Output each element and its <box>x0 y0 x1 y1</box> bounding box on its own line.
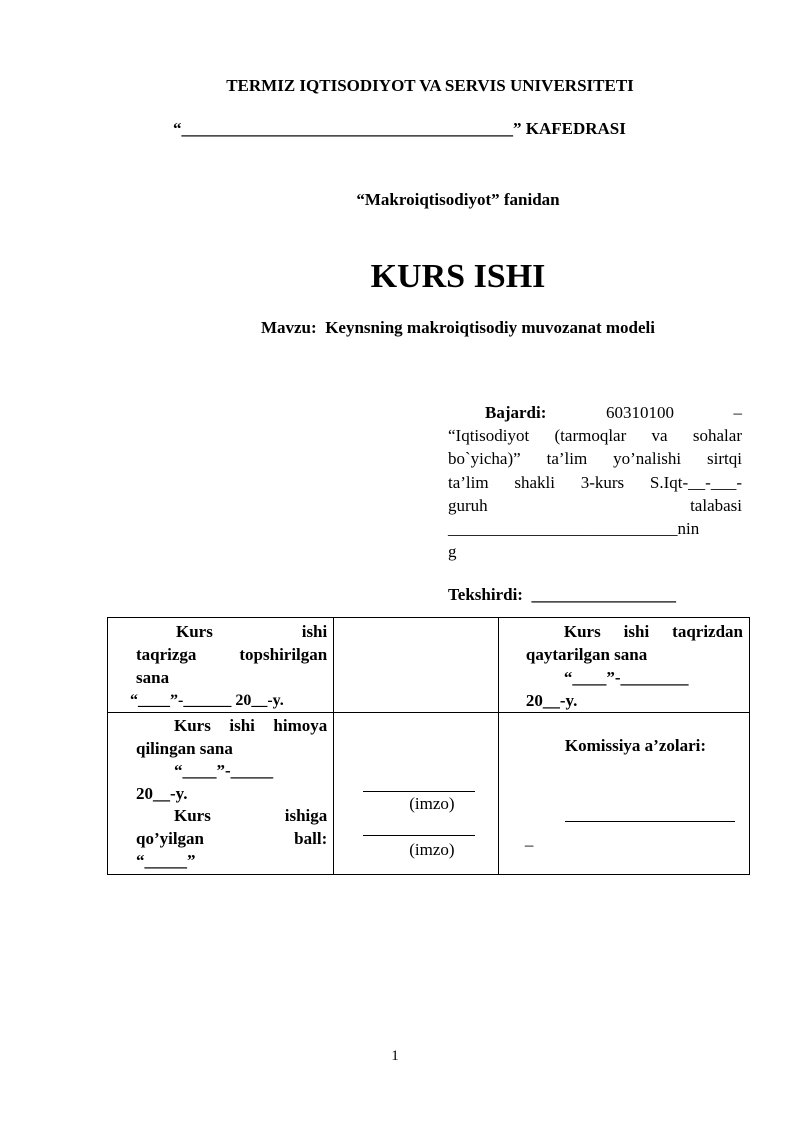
cell-commission <box>498 713 749 875</box>
bajardi-label: Bajardi: <box>485 403 547 422</box>
cell-review-submitted <box>108 618 334 713</box>
cell-empty <box>334 618 499 713</box>
page-number: 1 <box>391 1048 399 1064</box>
r2c1-line6: qo’yilgan ball: <box>136 828 328 848</box>
r1c1-word-ishi: ishi <box>301 622 328 641</box>
r1c1-line3: sana <box>136 668 170 687</box>
topic-value: Keynsning makroiqtisodiy muvozanat modeli <box>325 318 656 337</box>
r1c1-word-kurs: Kurs <box>176 622 213 641</box>
r2c1-line1: Kurs ishi himoya <box>174 716 328 735</box>
kafedra-blank: _______________________________________ <box>181 119 513 138</box>
bajardi-line7: g <box>448 542 457 562</box>
tekshirdi-label: Tekshirdi: <box>448 585 523 604</box>
r2c1-date2: 20__-y. <box>136 783 188 803</box>
r1c1-date: “____”-______ 20__-y. <box>130 692 284 709</box>
cell-defense <box>108 713 334 875</box>
r1c3-date2: 20__-y. <box>525 691 578 710</box>
bajardi-line2: “Iqtisodiyot (tarmoqlar va sohalar <box>448 426 742 446</box>
cell-signatures <box>334 713 499 875</box>
signature-line <box>363 835 475 836</box>
university-name: TERMIZ IQTISODIYOT VA SERVIS UNIVERSITETI <box>226 76 634 95</box>
tekshirdi-line <box>448 585 676 605</box>
signature-line <box>565 821 735 822</box>
bajardi-block <box>448 401 742 563</box>
signature-table <box>107 617 750 875</box>
bajardi-line3: bo`yicha)” ta’lim yo’nalishi sirtqi <box>448 449 742 469</box>
r1c1-line2: taqrizga topshirilgan <box>136 645 328 664</box>
table-row <box>108 618 750 713</box>
imzo-label-1: (imzo) <box>409 794 455 813</box>
bajardi-code: 60310100 – <box>605 403 743 422</box>
r1c3-line2: qaytarilgan sana <box>525 645 648 664</box>
topic-label: Mavzu: <box>260 318 317 337</box>
bajardi-line6: ___________________________nin <box>448 519 700 539</box>
kafedra-line <box>173 119 626 139</box>
table-row <box>108 713 750 875</box>
kafedra-label: ” KAFEDRASI <box>513 119 626 138</box>
r2c1-line5: Kurs ishiga <box>174 806 328 825</box>
tekshirdi-blank: _________________ <box>531 585 676 604</box>
topic-line <box>0 318 800 338</box>
bajardi-line5: guruh talabasi <box>448 495 742 515</box>
subject-line: “Makroiqtisodiyot” fanidan <box>356 190 560 209</box>
bajardi-line4: ta’lim shakli 3-kurs S.Iqt-__-___- <box>448 472 742 492</box>
r2c1-line7: “_____” <box>136 851 196 870</box>
r2c1-date1: “____”-_____ <box>174 761 274 780</box>
r2c1-line2: qilingan sana <box>136 738 233 758</box>
komissiya-label: Komissiya a’zolari: <box>564 736 707 755</box>
dash-mark: – <box>524 835 534 854</box>
r1c3-line1: Kurs ishi taqrizdan <box>563 622 743 641</box>
r1c3-date1: “____”-________ <box>563 668 689 687</box>
imzo-label-2: (imzo) <box>409 840 455 859</box>
kafedra-open-quote: “ <box>173 119 182 138</box>
cell-review-returned <box>498 618 749 713</box>
document-title: KURS ISHI <box>370 258 546 295</box>
signature-line <box>363 791 475 792</box>
